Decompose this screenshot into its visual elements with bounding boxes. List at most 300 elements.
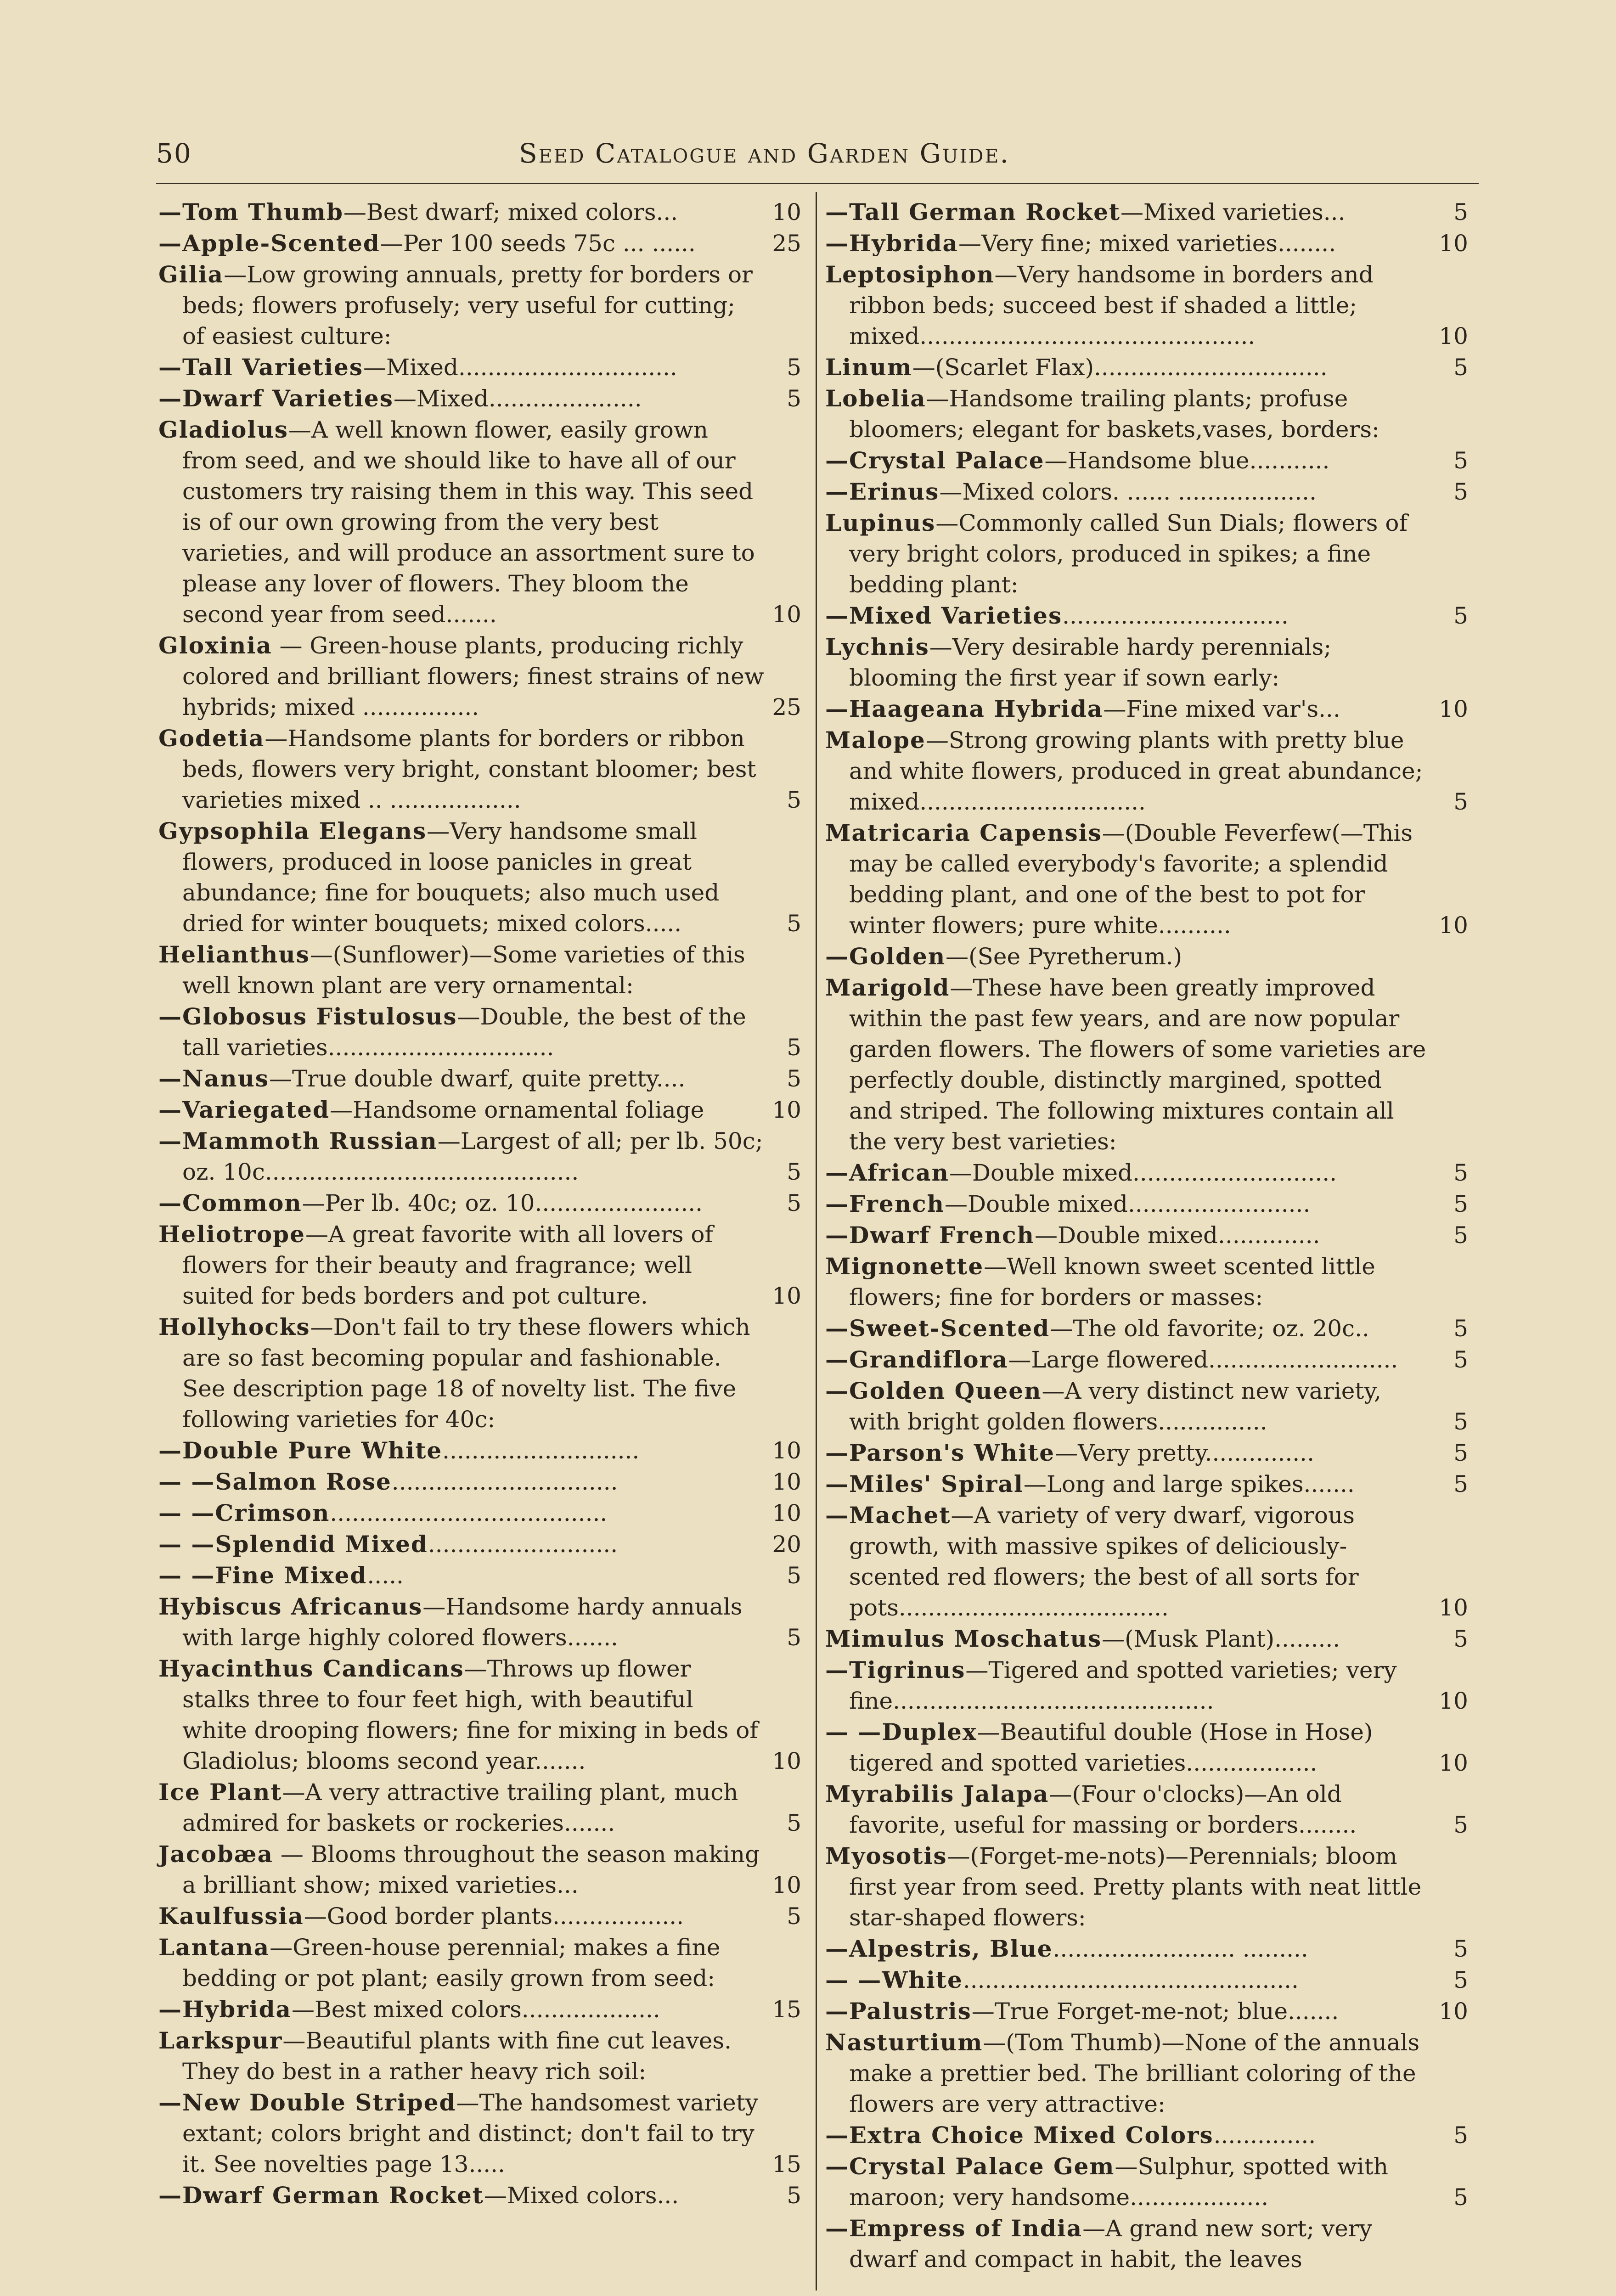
entry-price: 10 [772,199,801,225]
plant-name: —Dwarf French [825,1221,1035,1249]
catalogue-entry [158,630,801,723]
entry-text [825,2151,1468,2213]
entry-text [158,2180,801,2211]
catalogue-entry [158,352,801,383]
entry-text [825,352,1468,383]
entry-text [158,1591,801,1653]
entry-description: ............................... [1062,602,1289,629]
plant-name: —Tall Varieties [158,354,364,381]
catalogue-entry [158,1094,801,1125]
entry-description: —(See Pyretherum.) [946,943,1182,970]
plant-name: Myrabilis Jalapa [825,1780,1049,1807]
entry-description: —Tigered and spotted varieties; very fine............................................ [849,1657,1397,1714]
entry-price: 10 [1439,1750,1468,1776]
catalogue-entry [825,2120,1468,2151]
catalogue-entry [825,1996,1468,2027]
entry-price: 5 [1453,199,1468,225]
catalogue-entry [825,725,1468,817]
plant-name: Larkspur [158,2027,283,2054]
entry-description: —The handsomest variety extant; colors bright and distinct; don't fail to try it. See novelties page 13..... [182,2089,759,2178]
entry-text [825,1778,1468,1840]
entry-text [158,352,801,383]
catalogue-entry [825,817,1468,941]
entry-description: —A variety of very dwarf, vigorous growth, with massive spikes of deliciously-scented red flowers; the best of all sorts for pots..................................... [849,1502,1359,1621]
catalogue-entry [825,1220,1468,1251]
entry-description: ...................................... [330,1500,608,1526]
entry-description: —Throws up flower stalks three to four feet high, with beautiful white drooping flowers; fine for mixing in beds of Gladiolus; blooms second year....... [182,1655,758,1774]
plant-name: —Empress of India [825,2215,1083,2242]
entry-price: 10 [1439,1998,1468,2025]
catalogue-entry [825,476,1468,507]
entry-text [158,2087,801,2180]
plant-name: Heliotrope [158,1221,305,1248]
plant-name: — —Duplex [825,1718,977,1745]
entry-description: — Blooms throughout the season making a brilliant show; mixed varieties... [182,1841,760,1898]
plant-name: Ice Plant [158,1778,282,1806]
entry-price: 5 [787,1034,801,1061]
plant-name: Lantana [158,1934,270,1961]
entry-price: 5 [1453,1222,1468,1249]
entry-text [825,600,1468,631]
catalogue-entry [825,507,1468,600]
plant-name: —Crystal Palace Gem [825,2153,1115,2180]
entry-text [825,1500,1468,1623]
entry-description: —Double mixed............................ [949,1159,1337,1186]
plant-name: —Extra Choice Mixed Colors [825,2122,1214,2149]
entry-price: 5 [1453,1159,1468,1186]
entry-description: —Best dwarf; mixed colors... [343,199,678,225]
catalogue-entry [158,1219,801,1311]
plant-name: — —Crimson [158,1499,330,1526]
entry-text [158,1560,801,1591]
entry-text [158,1219,801,1311]
entry-text [825,817,1468,941]
catalogue-entry [825,1437,1468,1469]
entry-price: 20 [772,1531,801,1558]
plant-name: Nasturtium [825,2029,983,2056]
entry-price: 10 [1439,230,1468,257]
entry-price: 5 [787,1903,801,1930]
page-number: 50 [156,138,192,169]
entry-price: 5 [787,910,801,937]
entry-description: —Very fine; mixed varieties........ [958,230,1336,257]
plant-name: Godetia [158,725,265,752]
catalogue-entry [825,972,1468,1157]
plant-name: Gloxinia [158,632,272,659]
entry-description: —Handsome trailing plants; profuse bloomers; elegant for baskets,vases, borders: [849,385,1380,443]
plant-name: —Tigrinus [825,1656,966,1683]
entry-description: —Very handsome in borders and ribbon beds; succeed best if shaded a little; mixed.............................................. [849,261,1374,349]
entry-description: —Green-house perennial; makes a fine bedding or pot plant; easily grown from seed: [182,1934,721,1992]
entry-description: —A very attractive trailing plant, much admired for baskets or rockeries....... [182,1779,738,1836]
plant-name: —Dwarf German Rocket [158,2182,484,2209]
catalogue-entry [158,1311,801,1435]
entry-description: —Double mixed.............. [1034,1222,1320,1249]
entry-description: —(Double Feverfew(—This may be called everybody's favorite; a splendid bedding plant, and one of the best to pot for winter flowers; pure white.......... [849,820,1413,939]
entry-price: 5 [1453,447,1468,474]
entry-description: —Beautiful double (Hose in Hose) tigered and spotted varieties.................. [849,1719,1373,1776]
catalogue-entry [158,2025,801,2087]
entry-text [158,1839,801,1901]
plant-name: —Haageana Hybrida [825,695,1104,722]
catalogue-entry [158,939,801,1001]
entry-text [825,693,1468,725]
catalogue-entry [158,1994,801,2025]
entry-description: —Handsome ornamental foliage [329,1097,704,1123]
entry-description: —Best mixed colors................... [291,1996,660,2023]
catalogue-entry [158,1001,801,1063]
entry-price: 10 [772,1097,801,1123]
entry-price: 5 [1453,1471,1468,1497]
catalogue-entry [158,1839,801,1901]
catalogue-entry [158,259,801,352]
entry-price: 10 [1439,1594,1468,1621]
plant-name: Hyacinthus Candicans [158,1655,464,1682]
entry-price: 5 [1453,2122,1468,2149]
entry-price: 5 [1453,1936,1468,1962]
entry-description: ......................... ......... [1053,1936,1308,1962]
entry-text [825,1375,1468,1437]
entry-price: 15 [772,2151,801,2178]
entry-description: —Fine mixed var's... [1103,696,1340,722]
plant-name: — —White [825,1966,963,1993]
entry-price: 5 [1453,2184,1468,2211]
entry-text [825,197,1468,228]
plant-name: — —Splendid Mixed [158,1531,428,1558]
plant-name: —New Double Striped [158,2089,456,2116]
entry-text [158,228,801,259]
catalogue-entry [825,1375,1468,1437]
plant-name: —Machet [825,1502,951,1529]
entry-description: —Mixed..................... [393,385,642,412]
entry-description: —Large flowered.......................... [1008,1346,1398,1373]
right-column [825,197,1468,2275]
plant-name: Gladiolus [158,416,288,443]
plant-name: Hollyhocks [158,1313,310,1340]
catalogue-entry [825,1500,1468,1623]
entry-text [158,1653,801,1777]
entry-price: 10 [1439,912,1468,939]
entry-text [825,445,1468,476]
catalogue-entry [158,1125,801,1187]
entry-price: 5 [1453,1346,1468,1373]
entry-text [825,1996,1468,2027]
catalogue-entry [158,1497,801,1529]
plant-name: —Mixed Varieties [825,602,1063,629]
catalogue-entry [825,1840,1468,1933]
entry-description: —Per lb. 40c; oz. 10....................... [302,1190,703,1216]
catalogue-entry [825,1623,1468,1654]
entry-text [825,507,1468,600]
entry-text [825,476,1468,507]
entry-text [825,1933,1468,1964]
catalogue-entry [825,2027,1468,2120]
entry-description: .......................... [428,1531,618,1558]
plant-name: —Golden Queen [825,1377,1042,1404]
left-column [158,197,801,2211]
plant-name: Marigold [825,974,950,1001]
plant-name: Gilia [158,261,224,288]
catalogue-entry [158,228,801,259]
entry-description: — Green-house plants, producing richly colored and brilliant flowers; finest strains of new hybrids; mixed ................ [182,632,764,720]
entry-price: 5 [1453,788,1468,815]
entry-description: —(Musk Plant)......... [1102,1626,1340,1652]
entry-description: —Well known sweet scented little flowers; fine for borders or masses: [849,1253,1375,1311]
entry-text [825,1716,1468,1778]
entry-text [158,1529,801,1560]
entry-description: —Largest of all; per lb. 50c; oz. 10c........................................... [182,1128,763,1185]
entry-description: —Mixed colors... [484,2182,679,2209]
entry-price: 5 [787,1190,801,1216]
catalogue-entry [825,600,1468,631]
plant-name: Hybiscus Africanus [158,1593,423,1620]
entry-description: —Mixed varieties... [1121,199,1346,225]
catalogue-entry [158,1560,801,1591]
entry-price: 5 [1453,1626,1468,1652]
entry-text [158,1932,801,1994]
entry-price: 10 [1439,1688,1468,1714]
catalogue-entry [825,1251,1468,1313]
entry-description: —A great favorite with all lovers of flowers for their beauty and fragrance; well suited for beds borders and pot culture. [182,1221,714,1309]
plant-name: —Parson's White [825,1439,1055,1466]
catalogue-entry [825,1964,1468,1996]
plant-name: — —Fine Mixed [158,1562,367,1589]
entry-text [158,1777,801,1839]
entry-price: 5 [1453,354,1468,381]
entry-text [158,630,801,723]
entry-description: —Strong growing plants with pretty blue and white flowers, produced in great abundance; mixed............................... [849,727,1423,815]
entry-text [825,725,1468,817]
entry-price: 10 [772,1283,801,1309]
plant-name: —Globosus Fistulosus [158,1003,457,1030]
entry-price: 10 [772,1469,801,1495]
entry-text [825,1188,1468,1220]
entry-text [825,2027,1468,2120]
entry-text [158,259,801,352]
entry-price: 25 [772,230,801,257]
entry-description: ............................... [391,1469,618,1495]
running-title: Seed Catalogue and Garden Guide. [519,138,1010,169]
plant-name: —Golden [825,943,946,970]
entry-text [825,972,1468,1157]
entry-text [158,723,801,816]
catalogue-entry [825,197,1468,228]
catalogue-entry [825,1344,1468,1375]
catalogue-entry [158,1187,801,1219]
entry-price: 5 [787,1624,801,1651]
entry-text [825,383,1468,445]
plant-name: —Sweet-Scented [825,1315,1050,1342]
entry-text [158,2025,801,2087]
catalogue-entry [158,2087,801,2180]
plant-name: —Apple-Scented [158,230,380,257]
entry-description: ........................... [442,1437,640,1464]
entry-description: —Very desirable hardy perennials; blooming the first year if sown early: [849,634,1332,691]
entry-price: 5 [1453,478,1468,505]
entry-description: —A very distinct new variety, with bright golden flowers............... [849,1378,1381,1435]
entry-description: —A well known flower, easily grown from seed, and we should like to have all of our customers try raising them in this way. This seed is of our own growing from the very best varieties, and will produce an assortment sure to please any lover of flowers. They bloom the second year from seed....... [182,416,755,628]
entry-text [825,228,1468,259]
entry-description: —Commonly called Sun Dials; flowers of very bright colors, produced in spikes; a fine bedding plant: [849,510,1408,598]
catalogue-entry [825,693,1468,725]
catalogue-entry [825,1188,1468,1220]
plant-name: —Hybrida [158,1996,292,2023]
entry-description: .............................................. [963,1967,1299,1993]
plant-name: —Hybrida [825,230,958,257]
entry-description: —These have been greatly improved within the past few years, and are now popular garden flowers. The flowers of some varieties are perfectly double, distinctly margined, spotted and striped. The following mixtures contain all the very best varieties: [849,974,1426,1155]
entry-description: —(Four o'clocks)—An old favorite, useful for massing or borders........ [849,1781,1357,1838]
catalogue-entry [158,197,801,228]
entry-description: —(Forget-me-nots)—Perennials; bloom first year from seed. Pretty plants with neat little star-shaped flowers: [849,1843,1422,1931]
entry-description: —(Sunflower)—Some varieties of this well known plant are very ornamental: [182,941,745,999]
entry-description: —Handsome blue........... [1044,447,1330,474]
plant-name: Linum [825,354,912,381]
catalogue-entry [158,2180,801,2211]
catalogue-entry [158,1529,801,1560]
catalogue-entry [825,1313,1468,1344]
catalogue-entry [825,445,1468,476]
entry-price: 10 [1439,696,1468,722]
entry-text [825,1840,1468,1933]
catalogue-entry [825,352,1468,383]
plant-name: —Tom Thumb [158,198,343,225]
plant-name: Leptosiphon [825,261,995,288]
entry-price: 10 [1439,323,1468,349]
column-divider [816,192,817,2290]
plant-name: —Common [158,1189,302,1216]
entry-text [825,1344,1468,1375]
entry-price: 5 [787,2182,801,2209]
catalogue-entry [158,1591,801,1653]
catalogue-entry [158,1653,801,1777]
entry-price: 10 [772,1872,801,1898]
entry-description: ..... [367,1562,404,1589]
entry-text [158,1001,801,1063]
entry-price: 15 [772,1996,801,2023]
entry-text [825,1220,1468,1251]
catalogue-entry [825,1933,1468,1964]
entry-description: —Per 100 seeds 75c ... ...... [380,230,696,257]
plant-name: — —Salmon Rose [158,1468,392,1495]
entry-text [825,1623,1468,1654]
entry-description: —A grand new sort; very dwarf and compact in habit, the leaves [849,2215,1372,2273]
catalogue-entry [158,1063,801,1094]
entry-price: 5 [787,1159,801,1185]
entry-text [825,631,1468,693]
plant-name: Helianthus [158,941,310,968]
plant-name: —Miles' Spiral [825,1470,1024,1497]
plant-name: —Alpestris, Blue [825,1935,1053,1962]
entry-text [158,1497,801,1529]
entry-text [158,1435,801,1466]
entry-text [825,2213,1468,2275]
plant-name: —Dwarf Varieties [158,385,394,412]
entry-price: 5 [787,1065,801,1092]
entry-price: 5 [1453,602,1468,629]
entry-text [158,939,801,1001]
entry-price: 5 [1453,1408,1468,1435]
entry-description: —The old favorite; oz. 20c.. [1050,1315,1369,1342]
entry-price: 5 [1453,1191,1468,1217]
entry-text [158,816,801,939]
entry-description: —Handsome plants for borders or ribbon beds, flowers very bright, constant bloomer; best varieties mixed .. .................. [182,725,756,813]
entry-text [825,1313,1468,1344]
entry-text [158,197,801,228]
entry-price: 10 [772,1500,801,1526]
entry-description: —(Tom Thumb)—None of the annuals make a prettier bed. The brilliant coloring of the flowers are very attractive: [849,2029,1420,2117]
catalogue-entry [825,1157,1468,1188]
entry-price: 5 [787,787,801,813]
catalogue-entry [825,941,1468,972]
entry-description: —Low growing annuals, pretty for borders or beds; flowers profusely; very useful for cutting; of easiest culture: [182,261,753,349]
entry-price: 5 [787,354,801,381]
plant-name: —Mammoth Russian [158,1127,438,1154]
catalogue-entry [825,1778,1468,1840]
entry-text [158,383,801,414]
entry-description: —Double mixed......................... [944,1191,1311,1217]
catalogue-entry [825,1654,1468,1716]
catalogue-entry [825,228,1468,259]
entry-price: 5 [1453,1315,1468,1342]
entry-price: 5 [1453,1440,1468,1466]
catalogue-entry [158,1901,801,1932]
entry-text [158,1094,801,1125]
entry-price: 5 [1453,1812,1468,1838]
plant-name: Jacobæa [158,1840,273,1868]
entry-description: —Long and large spikes....... [1023,1471,1355,1497]
entry-text [158,1994,801,2025]
page-header [156,138,1479,179]
catalogue-entry [158,723,801,816]
entry-text [825,941,1468,972]
entry-price: 10 [772,1748,801,1774]
catalogue-entry [158,1932,801,1994]
entry-description: —Beautiful plants with fine cut leaves. They do best in a rather heavy rich soil: [182,2027,732,2085]
plant-name: —Palustris [825,1998,972,2025]
plant-name: Lychnis [825,633,929,660]
catalogue-entry [825,2151,1468,2213]
catalogue-entry [158,816,801,939]
catalogue-entry [825,1716,1468,1778]
plant-name: —Crystal Palace [825,447,1045,474]
catalogue-entry [825,1469,1468,1500]
entry-text [825,1437,1468,1469]
plant-name: —Variegated [158,1096,330,1123]
plant-name: —Erinus [825,478,940,505]
entry-description: —Mixed.............................. [363,354,677,381]
catalogue-entry [158,414,801,630]
catalogue-entry [158,1777,801,1839]
entry-text [825,1654,1468,1716]
plant-name: Gypsophila Elegans [158,817,427,844]
plant-name: Malope [825,726,926,754]
plant-name: —Nanus [158,1065,269,1092]
entry-price: 5 [787,385,801,412]
plant-name: Matricaria Capensis [825,819,1102,846]
header-rule [156,183,1479,184]
catalogue-entry [158,1466,801,1497]
entry-text [825,1469,1468,1500]
entry-text [825,2120,1468,2151]
entry-description: —Good border plants.................. [304,1903,684,1930]
entry-description: —Sulphur, spotted with maroon; very handsome................... [849,2153,1388,2211]
entry-text [158,1125,801,1187]
entry-description: —(Scarlet Flax)................................ [912,354,1328,381]
entry-description: —Very pretty............... [1055,1440,1314,1466]
entry-description: .............. [1213,2122,1316,2149]
entry-price: 5 [1453,1967,1468,1993]
entry-description: —Very handsome small flowers, produced in loose panicles in great abundance; fine for bouquets; also much used dried for winter bouquets; mixed colors..... [182,818,720,937]
